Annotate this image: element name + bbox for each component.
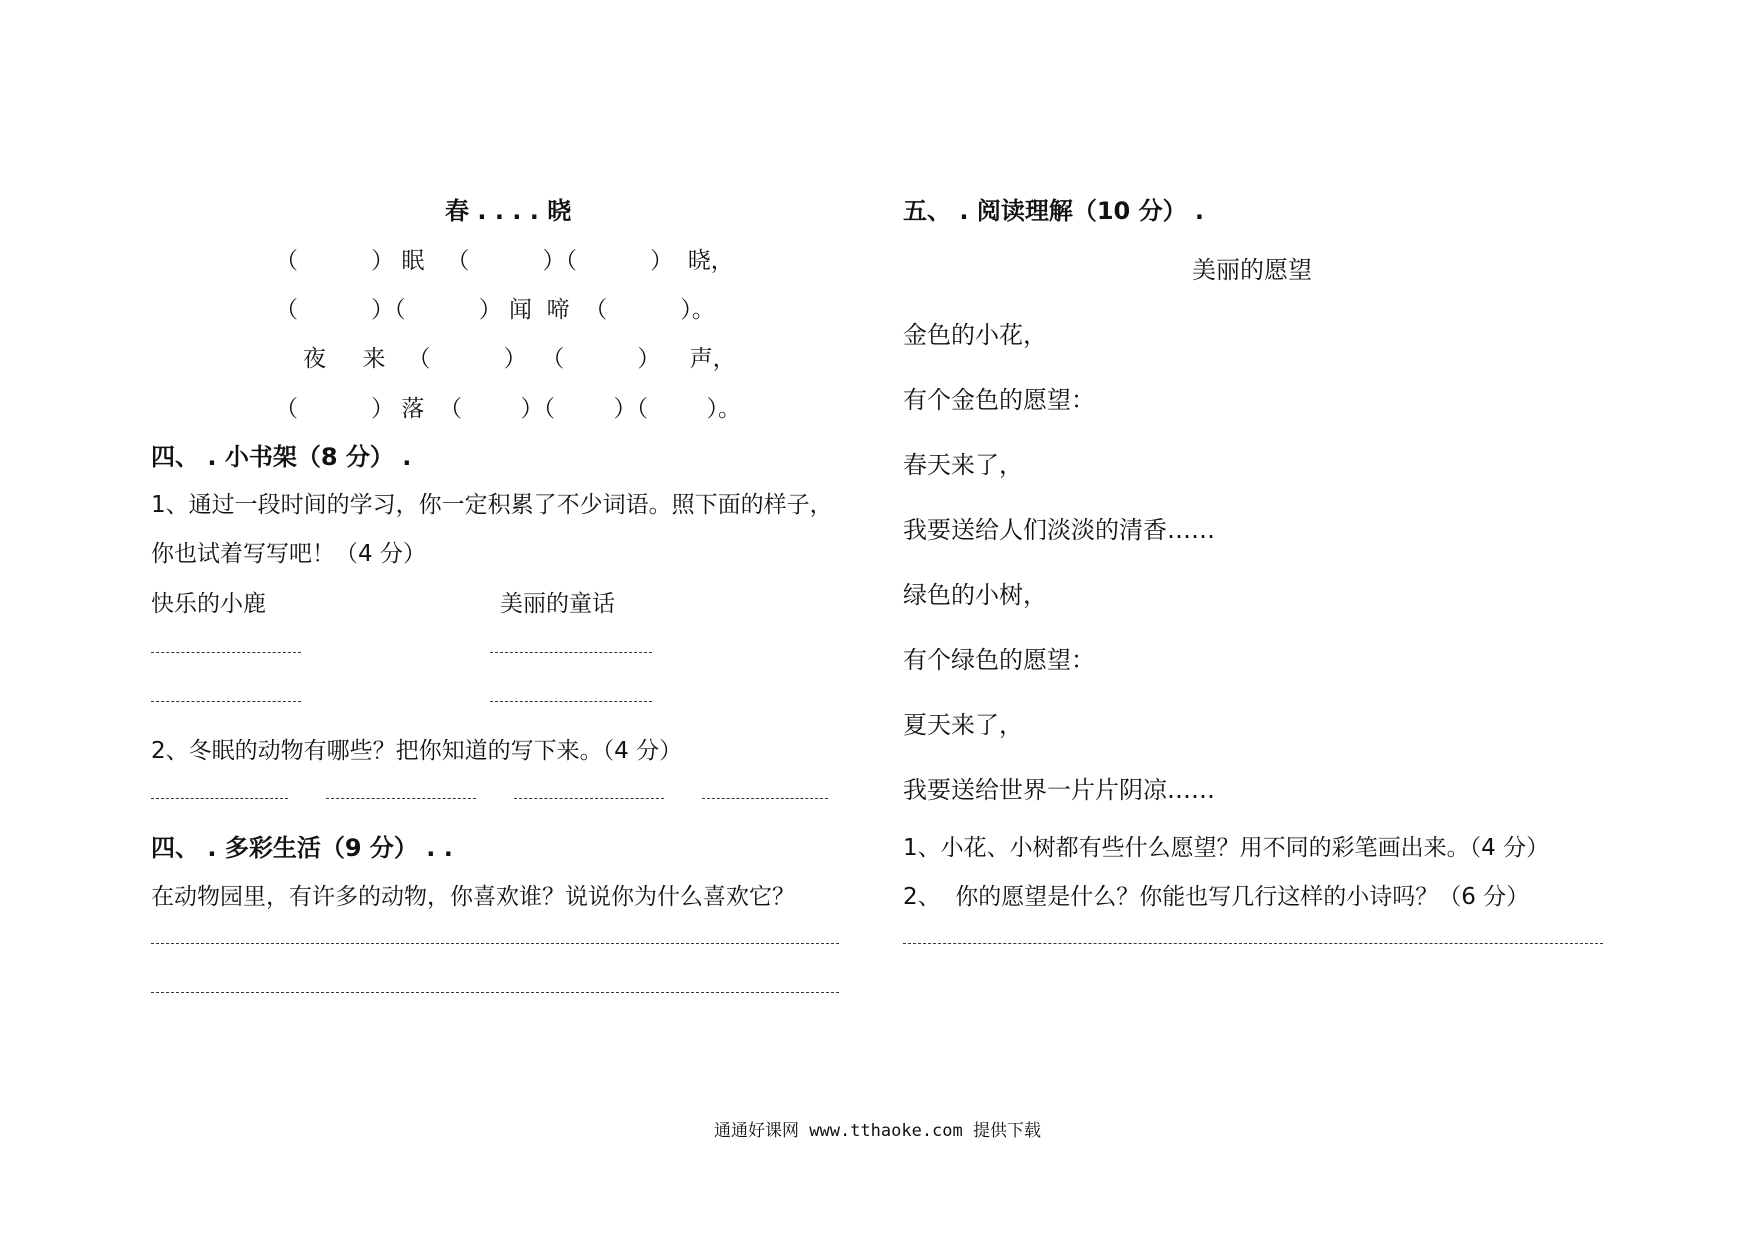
section-4a-q2: 2、冬眠的动物有哪些？把你知道的写下来。（4 分）: [151, 738, 683, 764]
answer-blank[interactable]: [326, 798, 476, 799]
answer-line[interactable]: [903, 943, 1603, 944]
reading-poem-line-3: 春天来了，: [903, 451, 1023, 479]
example-word-1: 快乐的小鹿: [151, 591, 266, 617]
footer-credit: 通通好课网 www.tthaoke.com 提供下载: [714, 1121, 1041, 1141]
poem-line-1: （ ） 眠 （ ）（ ） 晓，: [275, 248, 734, 274]
section-4b-heading: 四、 . 多彩生活（9 分） . .: [151, 834, 453, 862]
section-5-q1: 1、小花、小树都有些什么愿望？用不同的彩笔画出来。（4 分）: [903, 835, 1550, 861]
poem-line-3: 夜 来 （ ） （ ） 声，: [303, 346, 736, 372]
reading-poem-line-5: 绿色的小树，: [903, 581, 1047, 609]
reading-poem-line-7: 夏天来了，: [903, 711, 1023, 739]
section-4a-q1-line2: 你也试着写写吧！（4 分）: [151, 541, 426, 567]
answer-blank[interactable]: [151, 652, 301, 653]
section-5-heading: 五、 . 阅读理解（10 分） .: [903, 197, 1205, 225]
answer-line[interactable]: [151, 992, 839, 993]
reading-poem-title: 美丽的愿望: [1192, 256, 1312, 284]
reading-poem-line-2: 有个金色的愿望：: [903, 386, 1095, 414]
poem-line-2: （ ）（ ） 闻 啼 （ ）。: [275, 297, 715, 323]
answer-blank[interactable]: [151, 701, 301, 702]
answer-blank[interactable]: [490, 652, 652, 653]
answer-blank[interactable]: [490, 701, 652, 702]
reading-poem-line-6: 有个绿色的愿望：: [903, 646, 1095, 674]
example-word-2: 美丽的童话: [500, 591, 615, 617]
poem-line-4: （ ） 落 （ ）（ ）（ ）。: [275, 396, 742, 422]
reading-poem-line-1: 金色的小花，: [903, 321, 1047, 349]
reading-poem-line-8: 我要送给世界一片片阴凉……: [903, 776, 1215, 804]
reading-poem-line-4: 我要送给人们淡淡的清香……: [903, 516, 1215, 544]
section-4a-heading: 四、 . 小书架（8 分） .: [151, 443, 412, 471]
section-5-q2: 2、 你的愿望是什么？你能也写几行这样的小诗吗？（6 分）: [903, 884, 1530, 910]
answer-blank[interactable]: [514, 798, 664, 799]
poem-title: 春 . . . . 晓: [445, 197, 572, 225]
section-4b-prompt: 在动物园里，有许多的动物，你喜欢谁？说说你为什么喜欢它？: [151, 884, 795, 910]
answer-blank[interactable]: [702, 798, 828, 799]
section-4a-q1-line1: 1、通过一段时间的学习，你一定积累了不少词语。照下面的样子，: [151, 492, 833, 518]
answer-line[interactable]: [151, 943, 839, 944]
answer-blank[interactable]: [151, 798, 288, 799]
